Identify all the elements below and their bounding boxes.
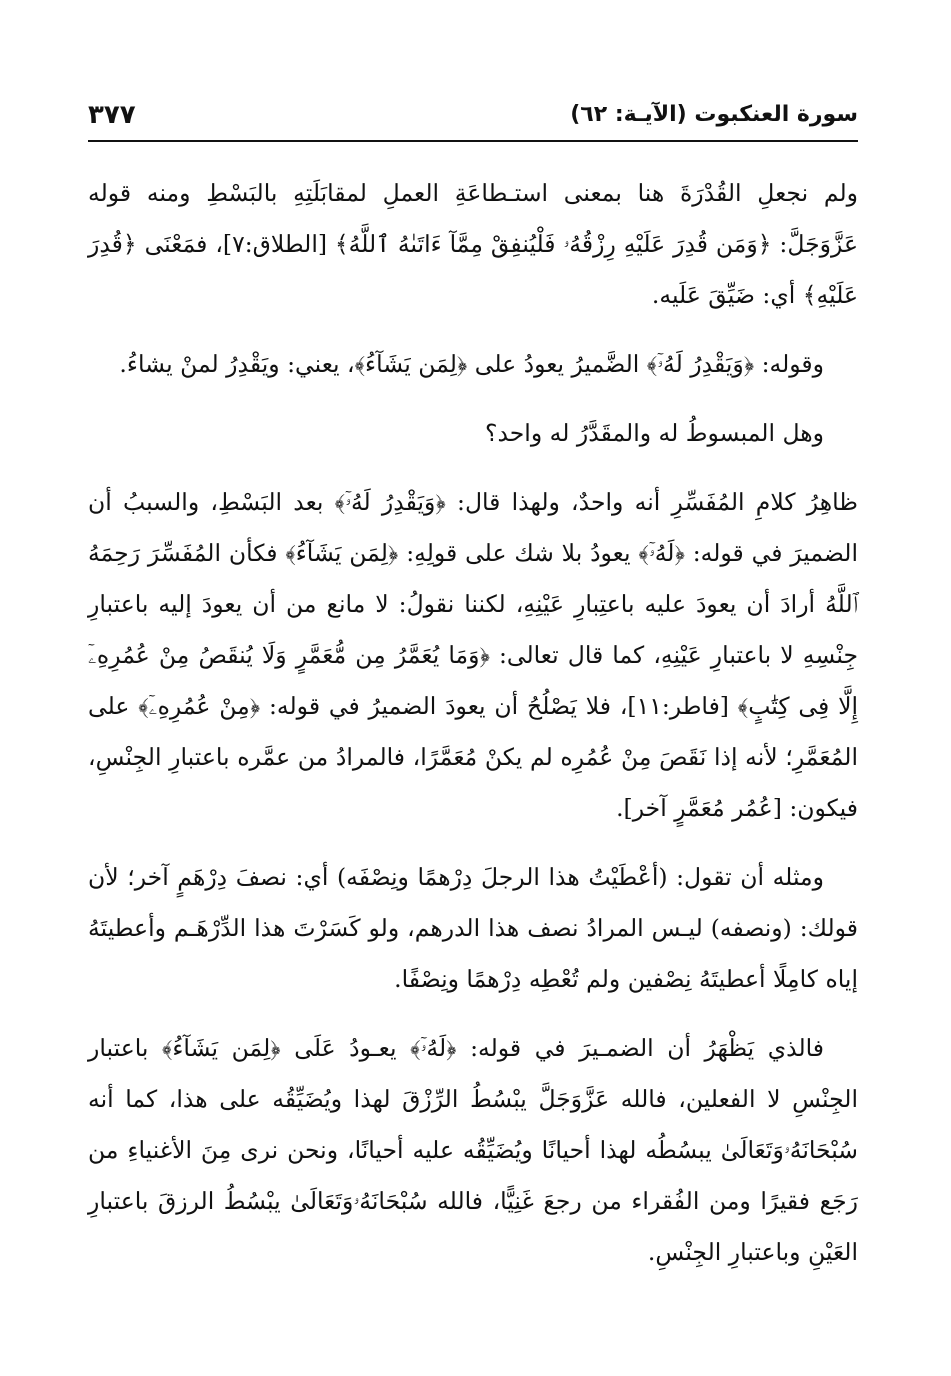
paragraph: ولم نجعلِ القُدْرَةَ هنا بمعنى استـطاعَةِ العملِ لمقابَلَتِهِ بالبَسْطِ ومنه قوله عَزَّوَجَلَّ: ﴿وَمَن قُدِرَ عَلَيْهِ رِزْقُهُۥ فَلْيُنفِقْ مِمَّآ ءَاتَىٰهُ ٱللَّهُ﴾ [الطلاق:٧]، فمَعْنَى ﴿قُدِرَ عَلَيْهِ﴾ أي: ضَيِّقَ عَلَيه. <box>88 179 858 309</box>
header-divider <box>88 140 858 142</box>
paragraph: فالذي يَظْهَرُ أن الضمـيرَ في قوله: ﴿لَهُۥٓ﴾ يعـودُ عَلَى ﴿لِمَن يَشَآءُ﴾ باعتبار الجِنْسِ لا الفعلين، فالله عَزَّوَجَلَّ يبْسُطُ الرِّزْقَ لهذا ويُضَيِّقُه على هذا، كما أنه سُبْحَانَهُۥوَتَعَالَىٰ يبسُطُه لهذا أحيانًا ويُضَيِّقُه عليه أحيانًا، ونحن نرى مِنَ الأغنياءِ من رَجَع فقيرًا ومن الفُقراء من رجعَ غَنِيًّا، فالله سُبْحَانَهُۥوَتَعَالَىٰ يبْسُطُ الرزقَ باعتبارِ العَيْنِ وباعتبارِ الجِنْسِ. <box>88 1034 858 1266</box>
page-number: ٣٧٧ <box>88 100 136 130</box>
running-title: سورة العنكبوت (الآيـة: ٦٢) <box>570 102 858 127</box>
paragraph: ظاهِرُ كلامِ المُفَسِّرِ أنه واحدٌ، ولهذا قال: ﴿وَيَقْدِرُ لَهُۥٓ﴾ بعد البَسْطِ، والسببُ أن الضميرَ في قوله: ﴿لَهُۥٓ﴾ يعودُ بلا شك على قولِهِ: ﴿لِمَن يَشَآءُ﴾ فكأن المُفَسِّرَ رَحِمَهُ ٱللَّهُ أرادَ أن يعودَ عليه باعتِبارِ عَيْنِهِ، لكننا نقولُ: لا مانع من أن يعودَ إليه باعتبارِ جِنْسِهِ لا باعتبارِ عَيْنِهِ، كما قال تعالى: ﴿وَمَا يُعَمَّرُ مِن مُّعَمَّرٍ وَلَا يُنقَصُ مِنْ عُمُرِهِۦٓ إِلَّا فِى كِتَٰبٍ﴾ [فاطر:١١]، فلا يَصْلُحُ أن يعودَ الضميرُ في قوله: ﴿مِنْ عُمُرِهِۦٓ﴾ على المُعَمَّرِ؛ لأنه إذا نَقَصَ مِنْ عُمُرِه لم يكنْ مُعَمَّرًا، فالمرادُ من عمَّره باعتبارِ الجِنْسِ، فيكون: [عُمُر مُعَمَّرٍ آخر]. <box>88 488 858 822</box>
paragraph: وقوله: ﴿وَيَقْدِرُ لَهُۥٓ﴾ الضَّميرُ يعودُ على ﴿لِمَن يَشَآءُ﴾، يعني: ويَقْدِرُ لمنْ يشاءُ. <box>119 350 824 378</box>
paragraph: ومثله أن تقول: (أعْطَيْتُ هذا الرجلَ دِرْهمًا ونِصْفَه) أي: نصفَ دِرْهَمٍ آخر؛ لأن قولك: (ونصفه) ليـس المرادُ نصف هذا الدرهم، ولو كَسَرْتَ هذا الدِّرْهَـم وأعطيتَهُ إياه كامِلًا أعطيتَهُ نِصْفين ولم تُعْطِه دِرْهمًا ونِصْفًا. <box>88 863 858 993</box>
page-header <box>88 90 858 140</box>
page-body <box>88 168 858 1278</box>
paragraph: وهل المبسوطُ له والمقَدَّرُ له واحد؟ <box>484 419 824 447</box>
